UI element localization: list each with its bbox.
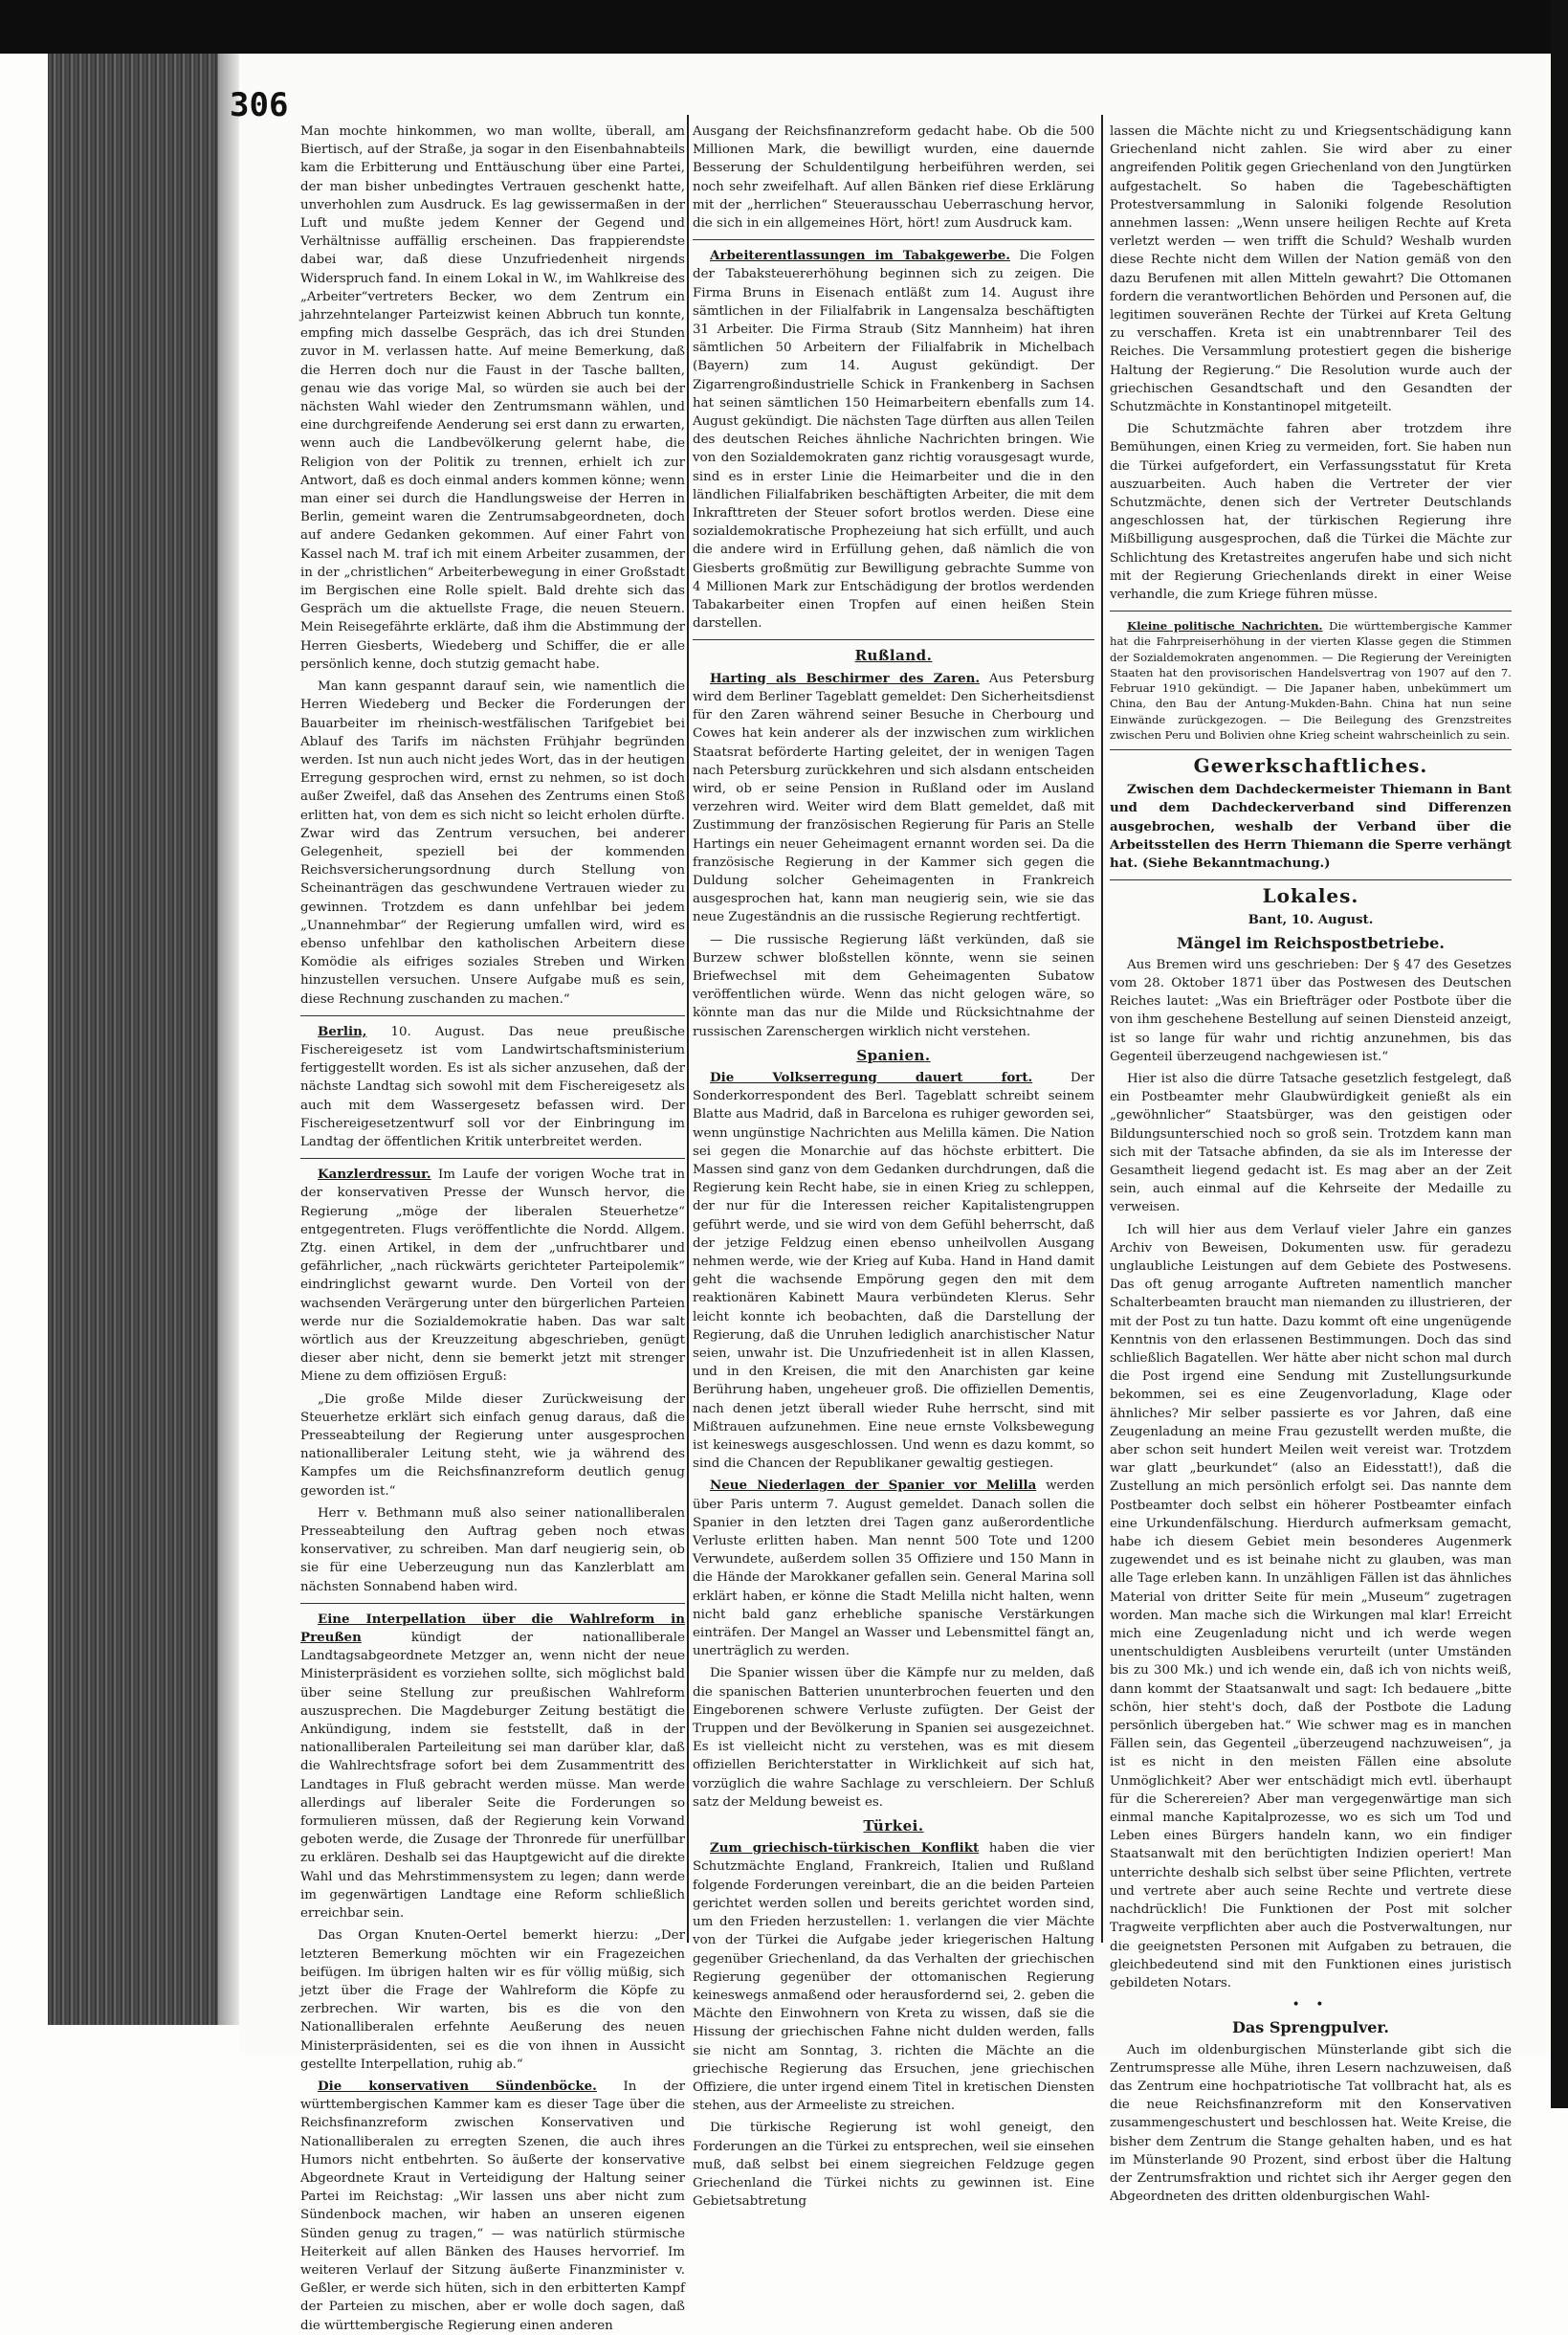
article-lead: Harting als Beschirmer des Zaren. [710, 670, 981, 686]
page-number: 306 [230, 86, 289, 124]
column-rule [687, 115, 689, 1943]
article-paragraph [300, 1166, 685, 1386]
article-text: haben die vier Schutzmächte England, Frankreich, Italien und Rußland folgende Forderungen vereinbart, die an die beiden Parteien gerichtet werden sollen und bereits gerichtet worden sind, um den Frieden herzustellen: 1. verlangen die vier Mächte von der Türkei die Aufgabe jeder kriegerischen Haltung gegenüber Griechenland, da das Verhalten der griechischen Regierung gegenüber der ottomanischen Regierung keineswegs anmaßend oder herausfordernd sei, 2. geben die Mächte den Einwohnern von Kreta zu wissen, daß sie die Hissung der griechischen Fahne nicht dulden werden, falls sie nicht am Sonntag, 3. richten die Mächte an die griechische Regierung das Ersuchen, jene griechischen Offiziere, die unter irgend einem Titel in kretischen Diensten stehen, aus der Armeeliste zu streichen. [693, 1841, 1094, 2114]
article-lead: Zum griechisch-türkischen Konflikt [710, 1840, 980, 1857]
article-divider [693, 239, 1094, 240]
section-heading-russland: Rußland. [854, 647, 933, 665]
article-paragraph: Man kann gespannt darauf sein, wie namentlich die Herren Wiedeberg und Becker die Forderungen der Bauarbeiter im rheinisch-westfälischen Tarifgebiet bei Ablauf des Tarifs im nächsten Frühjahr begründen werden. Ist nun auch nicht jedes Wort, das in der heutigen Erregung gesprochen wird, ernst zu nehmen, so ist doch außer Zweifel, daß das Ansehen des Zentrums einen Stoß erlitten hat, von dem es sich nicht so leicht erholen dürfte. Zwar wird das Zentrum versuchen, bei anderer Gelegenheit, speziell bei der kommenden Reichsversicherungsordnung durch Stellung von Scheinanträgen das geschwundene Vertrauen wieder zu gewinnen. Trotzdem es dann unfehlbar bei jedem „Unannehmbar“ der Regierung umfallen wird, wird es ebenso unfehlbar den katholischen Arbeitern diese Komödie als eifriges soziales Streben und Wirken hinzustellen versuchen. Unsere Aufgabe muß es sein, diese Rechnung zuschanden zu machen.“ [300, 679, 685, 1007]
article-divider [300, 1603, 685, 1604]
article-lead: Kleine politische Nachrichten. [1127, 619, 1323, 634]
article-paragraph: Auch im oldenburgischen Münsterlande gibt sich die Zentrumspresse alle Mühe, ihren Lesern nachzuweisen, daß das Zentrum eine hochpatriotische Tat vollbracht hat, als es die neue Reichsfinanzreform mit den Konservativen zusammengeschustert und beschlossen hat. Weite Kreise, die bisher dem Zentrum die Stange gehalten haben, und es hat im Münsterlande 90 Prozent, sind erbost über die Haltung der Zentrumsfraktion und richtet sich ihr Aerger gegen den Abgeordneten des dritten oldenburgischen Wahl- [1110, 2042, 1512, 2205]
article-lead: Die konservativen Sündenböcke. [318, 2078, 597, 2094]
article-paragraph: Aus Bremen wird uns geschrieben: Der § 47 des Gesetzes vom 28. Oktober 1871 über das Postwesen des Deutschen Reiches lautet: „Was ein Briefträger oder Postbote über die von ihm geschehene Bestellung auf seinen Diensteid anzeigt, ist so lange für wahr und richtig anzunehmen, bis das Gegenteil überzeugend nachgewiesen ist.“ [1110, 957, 1512, 1064]
article-heading-sprengpulver: Das Sprengpulver. [1232, 2018, 1389, 2037]
article-paragraph: Die Spanier wissen über die Kämpfe nur zu melden, daß die spanischen Batterien ununterbrochen feuerten und den Eingeborenen schwere Verluste zufügten. Der Geist der Truppen und der Bevölkerung in Spanien sei ausgezeichnet. Es ist vielleicht nicht zu verstehen, was es mit diesem offiziellen Berichterstatter in Wirklichkeit auf sich hat, vorzüglich die wahre Sachlage zu verschleiern. Der Schluß satz der Meldung beweist es. [693, 1666, 1094, 1810]
article-paragraph: — Die russische Regierung läßt verkünden, daß sie Burzew schwer bloßstellen könnte, wenn sie seinen Briefwechsel mit dem Geheimagenten Subatow veröffentlichen würde. Wenn das nicht gelogen wäre, so könnte man das nur die Milde und Rücksichtnahme der russischen Zarenschergen wirklich nicht verstehen. [693, 932, 1094, 1039]
article-paragraph: lassen die Mächte nicht zu und Kriegsentschädigung kann Griechenland nicht zahlen. Sie wird aber zu einer angreifenden Politik gegen Griechenland von den Jungtürken aufgestachelt. So haben die Tagebeschäftigten Protestversammlung in Saloniki folgende Resolution annehmen lassen: „Wenn unsere heiligen Rechte auf Kreta verletzt werden — wen trifft die Schuld? Weshalb wurden diese Rechte nicht dem Willen der Nation gemäß von den dazu Berufenen mit allen Mitteln gewahrt? Die Ottomanen fordern die verantwortlichen Behörden und Personen auf, die legitimen souveränen Rechte der Türkei auf Kreta Geltung zu verschaffen. Kreta ist ein unabtrennbarer Teil des Reiches. Die Versammlung protestiert gegen die bisherige Haltung der Regierung.“ Die Resolution wurde auch der griechischen Gesandtschaft und den Gesandten der Schutzmächte in Konstantinopel mitgeteilt. [1110, 124, 1512, 415]
article-text: kündigt der nationalliberale Landtagsabgeordnete Metzger an, wenn nicht der neue Ministerpräsident es vorziehen sollte, sich möglichst bald über seine Stellung zur preußischen Wahlreform auszusprechen. Die Magdeburger Zeitung bestätigt die Ankündigung, indem sie feststellt, daß in der nationalliberalen Parteileitung sei man darüber klar, daß die Wahlrechtsfrage sofort bei dem Zusammentritt des Landtages in Fluß gebracht werden müsse. Man werde allerdings auf liberaler Seite die Forderungen so formulieren müssen, daß der Regierung kein Vorwand geboten werde, die Zusage der Thronrede für unerfüllbar zu erklären. Deshalb sei das Hauptgewicht auf die direkte Wahl und das Mehrstimmensystem zu legen; dann werde im gegenwärtigen Landtage eine Reform schließlich erreichbar sein. [300, 1631, 685, 1922]
section-heading-lokales: Lokales. [1262, 884, 1359, 908]
article-divider [300, 1158, 685, 1159]
article-text: Die Folgen der Tabaksteuererhöhung beginnen sich zu zeigen. Die Firma Bruns in Eisenach entläßt zum 14. August ihre sämtlichen in der Filialfabrik in Langensalza beschäftigten 31 Arbeiter. Die Firma Straub (Sitz Mannheim) hat ihren sämtlichen 50 Arbeitern der Filialfabrik in Michelbach (Bayern) zum 14. August gekündigt. Der Zigarrengroßindustrielle Schick in Frankenberg in Sachsen hat seinen sämtlichen 150 Heimarbeitern ebenfalls zum 14. August gekündigt. Die nächsten Tage dürften aus allen Teilen des deutschen Reiches ähnliche Nachrichten bringen. Wie von den Sozialdemokraten ganz richtig vorausgesagt wurde, sind es in erster Linie die Heimarbeiter und die in den ländlichen Filialfabriken beschäftigten Arbeiter, die mit dem Inkrafttreten der Steuer sofort brotlos werden. Diese eine sozialdemokratische Prophezeiung hat sich erfüllt, und auch die andere wird in Erfüllung gehen, daß nämlich die von Giesberts großmütig zur Bewilligung gebrachte Summe von 4 Millionen Mark zur Entschädigung der brotlos werdenden Tabakarbeiter einen Tropfen auf einen heißen Stein darstellen. [693, 249, 1094, 632]
column-1 [300, 122, 685, 2333]
section-heading-tuerkei: Türkei. [863, 1817, 924, 1835]
article-lead: Berlin, [318, 1023, 367, 1039]
column-rule [1101, 115, 1103, 1943]
article-heading-maengel: Mängel im Reichspostbetriebe. [1177, 933, 1445, 952]
article-lead: Arbeiterentlassungen im Tabakgewerbe. [710, 248, 1010, 264]
article-paragraph: Die türkische Regierung ist wohl geneigt, den Forderungen an die Türkei zu entsprechen, weil sie einsehen muß, daß selbst bei einem siegreichen Feldzuge gegen Griechenland die Türkei nichts zu gewinnen ist. Eine Gebietsabtretung [693, 2121, 1094, 2210]
news-briefs [1110, 618, 1512, 743]
article-paragraph [300, 1023, 685, 1151]
section-heading-gewerkschaftliches: Gewerkschaftliches. [1193, 753, 1428, 777]
article-paragraph: Das Organ Knuten-Oertel bemerkt hierzu: „Der letzteren Bemerkung möchten wir ein Fragezeichen beifügen. Im übrigen halten wir es für völlig müßig, sich jetzt über die Frage der Wahlreform die Köpfe zu zerbrechen. Wir warten, bis es die von den Nationalliberalen erfehnte Aeußerung des neuen Ministerpräsidenten, sei es die von ihnen in Aussicht gestellte Interpellation, ruhig ab.“ [300, 1928, 685, 2072]
article-paragraph: Die Schutzmächte fahren aber trotzdem ihre Bemühungen, einen Krieg zu vermeiden, fort. Sie haben nun die Türkei aufgefordert, ein Verfassungsstatut für Kreta auszuarbeiten. Auch haben die Vertreter der vier Schutzmächte, denen sich der Vertreter Deutschlands angeschlossen hat, der türkischen Regierung ihre Mißbilligung ausgesprochen, daß die Türkei die Mächte zur Schlichtung des Kretastreites angerufen habe und sich nicht mit der Regierung Griechenlands direkt in einer Weise verhandle, die zum Kriege führen müsse. [1110, 422, 1512, 603]
dateline: Bant, 10. August. [1248, 912, 1374, 928]
book-spine [48, 54, 218, 2025]
article-divider [1110, 611, 1512, 612]
column-3 [1110, 122, 1512, 2205]
article-text: Aus Petersburg wird dem Berliner Tageblatt gemeldet: Den Sicherheitsdienst für den Zaren während seiner Besuche in Cherbourg und Cowes hat kein anderer als der inzwischen zum wirklichen Staatsrat beförderte Harting geleitet, der in wenigen Tagen nach Petersburg zurückkehren und sich alsdann entscheiden wird, ob er seine Pension in Rußland oder im Ausland verzehren wird. Weiter wird dem Blatt gemeldet, daß mit Zustimmung der französischen Regierung für Paris an Stelle Hartings ein neuer Geheimagent ernannt worden sei. Da die französische Regierung in der Kammer sich gegen die Duldung solcher Geheimagenten in Frankreich ausgesprochen hat, kann man neugierig sein, wie sie das neue Zugeständnis an die russische Regierung rechtfertigt. [693, 671, 1094, 925]
article-lead: Die Volkserregung dauert fort. [710, 1069, 1033, 1085]
article-paragraph [693, 247, 1094, 633]
article-quote: „Die große Milde dieser Zurückweisung der Steuerhetze erklärt sich einfach genug daraus, daß die Presseabteilung der Regierung unter ausgesprochen nationalliberaler Leitung steht, wie ja während des Kampfes um die Reichsfinanzreform deutlich genug geworden ist.“ [300, 1391, 685, 1499]
column-2 [693, 122, 1094, 2210]
article-lead: Kanzlerdressur. [318, 1167, 431, 1183]
separator-bullets: • • [1292, 1997, 1330, 2013]
article-paragraph [693, 670, 1094, 927]
article-paragraph [693, 1839, 1094, 2115]
article-text: Der Sonderkorrespondent des Berl. Tageblatt schreibt seinem Blatte aus Madrid, daß in Barcelona es ruhiger geworden sei, wenn ungünstige Nachrichten aus Melilla kämen. Die Nation sei gegen die Monarchie auf das höchste erbittert. Die Massen sind ganz von dem Gedanken durchdrungen, daß die Regierung kein Recht habe, sie in einen Krieg zu schleppen, der nur für die Interessen reicher Kapitalistengruppen geführt werde, und sie wird von dem Gefühl beherrscht, daß der jetzige Feldzug einen ebenso unheilvollen Ausgang nehmen werde, wie der Krieg auf Kuba. Hand in Hand damit geht die wachsende Empörung gegen den mit dem reaktionären Kabinett Maura verbündeten Klerus. Sehr leicht konnte ich beobachten, daß die Darstellung der Regierung, daß die Unruhen lediglich anarchistischer Natur seien, unwahr ist. Die Unzufriedenheit ist in allen Klassen, und in den Kreisen, die mit den Anarchisten gar keine Berührung haben, ungeheuer groß. Die offiziellen Dementis, nach denen jetzt überall wieder Ruhe herrscht, sind mit Mißtrauen aufzunehmen. Eine neue ernste Volksbewegung ist keineswegs ausgeschlossen. Und wenn es dazu kommt, so sind die Chancen der Republikaner gewaltig gestiegen. [693, 1070, 1094, 1472]
scan-frame-top [0, 0, 1568, 54]
section-divider [1110, 879, 1512, 880]
article-paragraph: Man mochte hinkommen, wo man wollte, überall, am Biertisch, auf der Straße, ja sogar in den Eisenbahnabteils kam die Erbitterung und Enttäuschung über eine Partei, der man bisher unbedingtes Vertrauen geschenkt hatte, unverhohlen zum Ausdruck. Es lag gewissermaßen in der Luft und mußte jedem Kenner der Gegend und Verhältnisse auffällig erscheinen. Das frappierendste dabei war, daß diese Unzufriedenheit nirgends Widerspruch fand. In einem Lokal in W., im Wahlkreise des „Arbeiter“vertreters Becker, wo dem Zentrum ein jahrzehntelanger Parteizwist keinen Abbruch tun konnte, empfing mich dasselbe Gespräch, das ich drei Stunden zuvor in M. verlassen hatte. Auf meine Bemerkung, daß die Herren doch nur die Faust in der Tasche ballten, genau wie das vorige Mal, so würden sie auch bei der nächsten Wahl wieder den Zentrumsmann wählen, und eine durchgreifende Aenderung sei erst dann zu erwarten, wenn auch die Landbevölkerung gelernt habe, die Religion von der Politik zu trennen, erhielt ich zur Antwort, daß es doch einmal anders kommen könne; wenn man einer sei durch die Handlungsweise der Herren in Berlin, gemeint waren die Zentrumsabgeordneten, doch auf andere Gedanken gekommen. Auf einer Fahrt von Kassel nach M. traf ich mit einem Arbeiter zusammen, der in der „christlichen“ Arbeiterbewegung in einer Großstadt im Bergischen eine Rolle spielt. Bald drehte sich das Gespräch um die aktuellste Frage, die neuen Steuern. Mein Reisegefährte erklärte, daß ihm die Abstimmung der Herren Giesberts, Wiedeberg und Schiffer, die er alle persönlich kenne, doch stutzig gemacht habe. [300, 124, 685, 672]
article-divider [300, 1015, 685, 1016]
article-text: werden über Paris unterm 7. August gemeldet. Danach sollen die Spanier in den letzten drei Tagen ganz außerordentliche Verluste erlitten haben. Man nennt 500 Tote und 1200 Verwundete, außerdem sollen 35 Offiziere und 150 Mann in die Hände der Marokkaner gefallen sein. General Marina soll erklärt haben, er könne die Stadt Melilla nicht halten, wenn nicht bald ganz erhebliche spanische Verstärkungen einträfen. Der Mangel an Wasser und Lebensmittel fängt an, unerträglich zu werden. [693, 1479, 1094, 1659]
article-paragraph: Ausgang der Reichsfinanzreform gedacht habe. Ob die 500 Millionen Mark, die bewilligt wurden, eine dauernde Besserung der Schuldentilgung herbeiführen werden, sei noch sehr zweifelhaft. Auf allen Bänken rief diese Erklärung mit der „herrlichen“ Steuerausschau Ueberraschung hervor, die sich in ein allgemeines Hört, hört! zum Ausdruck kam. [693, 124, 1094, 232]
article-text: In der württembergischen Kammer kam es dieser Tage über die Reichsfinanzreform zwischen Konservativen und Nationalliberalen zu erregten Szenen, die auch ihres Humors nicht entbehrten. So äußerte der konservative Abgeordnete Kraut in Verteidigung der Haltung seiner Partei im Reichstag: „Wir lassen uns aber nicht zum Sündenbock machen, wir haben an unseren eigenen Sünden genug zu tragen,“ — was natürlich stürmische Heiterkeit auf allen Bänken des Hauses hervorrief. Im weiteren Verlauf der Sitzung äußerte Finanzminister v. Geßler, er werde sich hüten, sich in den erbitterten Kampf der Parteien zu mischen, aber er wolle doch sagen, daß die württembergische Regierung einen anderen [300, 2079, 685, 2333]
article-paragraph: Zwischen dem Dachdeckermeister Thiemann in Bant und dem Dachdeckerverband sind Differenzen ausgebrochen, weshalb der Verband über die Arbeitsstellen des Herrn Thiemann die Sperre verhängt hat. (Siehe Bekanntmachung.) [1110, 782, 1512, 871]
section-heading-spanien: Spanien. [856, 1046, 931, 1064]
article-paragraph [300, 2078, 685, 2335]
article-paragraph [693, 1069, 1094, 1473]
section-divider [1110, 749, 1512, 750]
article-paragraph: Hier ist also die dürre Tatsache gesetzlich festgelegt, daß ein Postbeamter mehr Glaubwürdigkeit genießt als ein „gewöhnlicher“ Staatsbürger, was den geistigen oder Bildungsunterschied noch so groß sein. Trotzdem kann man sich mit der Tatsache abfinden, da sie als im Interesse der Gesamtheit liegend gedacht ist. Es mag aber an der Zeit sein, auch einmal auf die Kehrseite der Medaille zu verweisen. [1110, 1071, 1512, 1215]
page-gutter [218, 54, 239, 2025]
section-divider [693, 639, 1094, 640]
scan-frame-right [1551, 0, 1568, 2108]
article-lead: Neue Niederlagen der Spanier vor Melilla [710, 1478, 1037, 1494]
article-paragraph [300, 1611, 685, 1923]
article-text: 10. August. Das neue preußische Fischereigesetz ist vom Landwirtschaftsministerium fertiggestellt worden. Es ist als sicher anzusehen, daß der nächste Landtag sich sowohl mit dem Fischereigesetz als auch mit dem Wassergesetz befassen wird. Der Fischereigesetzentwurf soll vor der Einbringung im Landtag der öffentlichen Kritik unterbreitet werden. [300, 1024, 685, 1149]
article-paragraph: Ich will hier aus dem Verlauf vieler Jahre ein ganzes Archiv von Beweisen, Dokumenten usw. für geradezu unglaubliche Leistungen auf dem Gebiete des Postwesens. Das oft genug arrogante Auftreten namentlich mancher Schalterbeamten braucht man niemanden zu illustrieren, der mit der Post zu tun hatte. Dazu kommt oft eine ungenügende Kenntnis von den erlassenen Bestimmungen. Doch das sind schließlich Bagatellen. Wer hätte aber nicht schon mal durch die Post irgend eine Sendung mit Zustellungsurkunde bekommen, sei es eine Zeugenvorladung, Klage oder ähnliches? Mir selber passierte es vor Jahren, daß eine Zeugenladung an meine Frau gezustellt werden mußte, die aber schon seit hundert Meilen weit vereist war. Trotzdem war glatt „beurkundet“ (also an Eidesstatt!), daß die Zustellung an mich persönlich erfolgt sei. Das nannte dem Postbeamter doch selbst ein höherer Postbeamter einfach eine Urkundenfälschung. Hierdurch aufmerksam gemacht, habe ich diesem Gebiet mein besonderes Augenmerk zugewendet und es ist beinahe nicht zu glauben, was man alle Tage erleben kann. In unzähligen Fällen ist das ähnliches Material von dritter Seite für mein „Museum“ zugetragen worden. Man mache sich die Wirkungen mal klar! Erreicht mich eine Zeugenladung nicht und ich werde wegen unentschuldigten Ausbleibens verurteilt (unter Umständen bis zu 300 Mk.) und ich wende ein, daß ich von nichts weiß, dann kommt der Staatsanwalt und sagt: Ich bedauere „bitte schön, hier steht's doch, daß der Postbote die Ladung persönlich übergeben hat.“ Wie schwer mag es in manchen Fällen sein, das Gegenteil „überzeugend nachzuweisen“, ja ist es nicht in den meisten Fällen eine absolute Unmöglichkeit? Aber wer entschädigt mich evtl. überhaupt für die Scherereien? Aber man vergegenwärtige man sich einmal manche Kapitalprozesse, wo es sich um Tod und Leben eines Bürgers handeln kann, wo ein findiger Staatsanwalt mit den berüchtigten Indizien operiert! Man unterrichte deshalb sich selbst über seine Pflichten, vertrete und vertrete aber auch seine Rechte und vertrete diese nachdrücklich! Die Funktionen der Post mit solcher Tragweite verpflichten aber auch die Postverwaltungen, nur die geeignetsten Personen mit Aufgaben zu betrauen, die gleichbedeutend sind mit den Funktionen eines juristisch gebildeten Notars. [1110, 1222, 1512, 1990]
article-paragraph [693, 1477, 1094, 1660]
article-lead: Eine Interpellation über die Wahlreform in Preußen [300, 1611, 685, 1646]
article-paragraph: Herr v. Bethmann muß also seiner nationalliberalen Presseabteilung den Auftrag geben noch etwas konservativer, zu schreiben. Man darf neugierig sein, ob sie für eine Ueberzeugung nun das Kanzlerblatt am nächsten Sonnabend haben wird. [300, 1505, 685, 1594]
article-text: Im Laufe der vorigen Woche trat in der konservativen Presse der Wunsch hervor, die Regierung „möge der liberalen Steuerhetze“ entgegentreten. Flugs veröffentlichte die Nordd. Allgem. Ztg. einen Artikel, in dem der „unfruchtbarer und gefährlicher, „nach rückwärts gerichteter Parteipolemik“ eindringlichst gewarnt wurde. Den Vorteil von der wachsenden Verärgerung unter den bürgerlichen Parteien werde nur die Sozialdemokratie haben. Das war salt wörtlich aus der Kreuzzeitung abgeschrieben, genügt dieser aber nicht, denn sie bemerkt jetzt mit strenger Miene zu dem offiziösen Erguß: [300, 1168, 685, 1385]
article-text: Die württembergische Kammer hat die Fahrpreiserhöhung in der vierten Klasse gegen die Stimmen der Sozialdemokraten angenommen. — Die Regierung der Vereinigten Staaten hat den provisorischen Handelsvertrag von 1907 auf den 7. Februar 1910 gekündigt. — Die Japaner haben, unbekümmert um China, den Bau der Antung-Mukden-Bahn. China hat nun seine Einwände zurückgezogen. — Die Beilegung des Grenzstreites zwischen Peru und Bolivien ohne Krieg scheint wahrscheinlich zu sein. [1110, 619, 1512, 742]
